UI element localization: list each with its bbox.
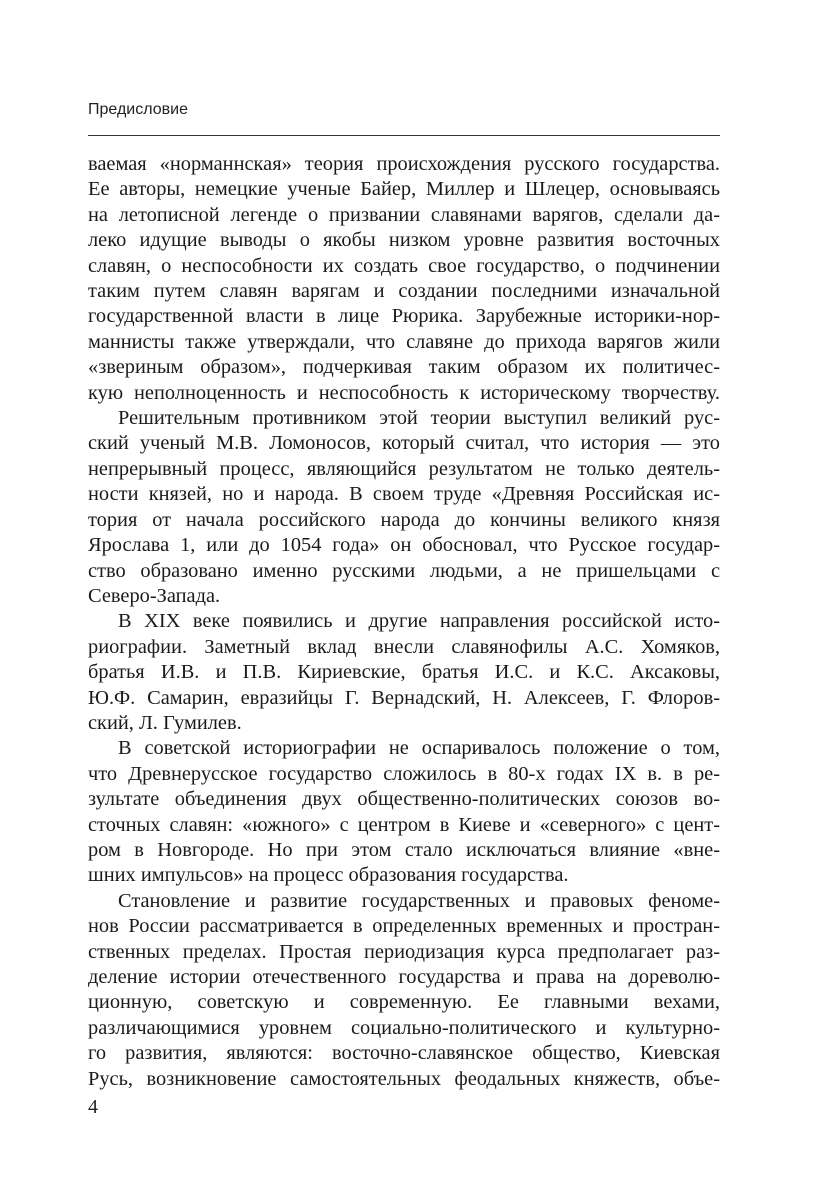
text-line: таким путем славян варягам и создании последними изначальной [88,280,720,303]
text-line: Ю.Ф. Самарин, евразийцы Г. Вернадский, Н. Алексеев, Г. Флоров- [88,686,720,709]
text-line: ром в Новгороде. Но при этом стало исключаться влияние «вне- [88,838,720,861]
text-line: деление истории отечественного государства и права на дореволю- [88,966,720,988]
text-line: Ее авторы, немецкие ученые Байер, Миллер и Шлецер, основываясь [88,178,720,201]
text-line: ваемая «норманнская» теория происхождения русского государства. [88,153,720,175]
text-line: сточных славян: «южного» с центром в Киеве и «северного» с цент- [88,813,720,836]
text-line: Ярослава 1, или до 1054 года» он обосновал, что Русское государ- [88,534,720,557]
text-line: Русь, возникновение самостоятельных феодальных княжеств, объе- [88,1067,720,1090]
text-line: Северо-Запада. [88,584,221,607]
text-line: ство образовано именно русскими людьми, а не пришельцами с [88,559,720,582]
header-rule [88,135,720,136]
text-line: братья И.В. и П.В. Кириевские, братья И.С. и К.С. Аксаковы, [88,661,720,684]
text-line: ственных пределах. Простая периодизация курса предполагает раз- [88,940,720,963]
text-line: нов России рассматривается в определенных временных и простран- [88,915,720,938]
page-number: 4 [88,1096,98,1118]
text-line: Становление и развитие государственных и правовых феноме- [118,889,720,912]
running-head-title: Предисловие [88,101,188,118]
text-line: зультате объединения двух общественно-политических союзов во- [88,788,720,811]
text-line: кую неполноценность и неспособность к историческому творчеству. [88,381,720,404]
paragraph [88,736,720,888]
text-line: маннисты также утверждали, что славяне до прихода варягов жили [88,330,720,353]
text-line: ности князей, но и народа. В своем труде «Древняя Российская ис- [88,483,720,506]
text-line: что Древнерусское государство сложилось в 80-х годах IX в. в ре- [88,762,720,785]
paragraph [88,406,720,609]
text-line: непрерывный процесс, являющийся результатом не только деятель- [88,457,720,480]
paragraph [88,889,720,1092]
text-line: В советской историографии не оспаривалось положение о том, [118,737,720,760]
text-line: различающимися уровнем социально-политического и культурно- [88,1016,720,1039]
text-line: Решительным противником этой теории выступил великий рус- [118,407,720,430]
text-line: ционную, советскую и современную. Ее главными вехами, [88,991,720,1014]
text-line: на летописной легенде о призвании славянами варягов, сделали да- [88,203,720,226]
text-line: леко идущие выводы о якобы низком уровне развития восточных [88,229,720,252]
text-line: ский ученый М.В. Ломоносов, который считал, что история — это [88,432,720,455]
text-line: государственной власти в лице Рюрика. Зарубежные историки-нор- [88,305,720,328]
text-line: го развития, являются: восточно-славянское общество, Киевская [88,1042,720,1065]
text-line: В XIX веке появились и другие направления российской исто- [118,610,720,633]
paragraph [88,152,720,406]
paragraph [88,609,720,736]
text-line: славян, о неспособности их создать свое государство, о подчинении [88,254,720,277]
text-line: ский, Л. Гумилев. [88,711,242,734]
text-line: риографии. Заметный вклад внесли славянофилы А.С. Хомяков, [88,635,720,658]
body-text [88,152,720,1092]
text-line: тория от начала российского народа до кончины великого князя [88,508,720,531]
text-line: «звериным образом», подчеркивая таким образом их политичес- [88,356,720,379]
text-line: шних импульсов» на процесс образования государства. [88,864,569,887]
